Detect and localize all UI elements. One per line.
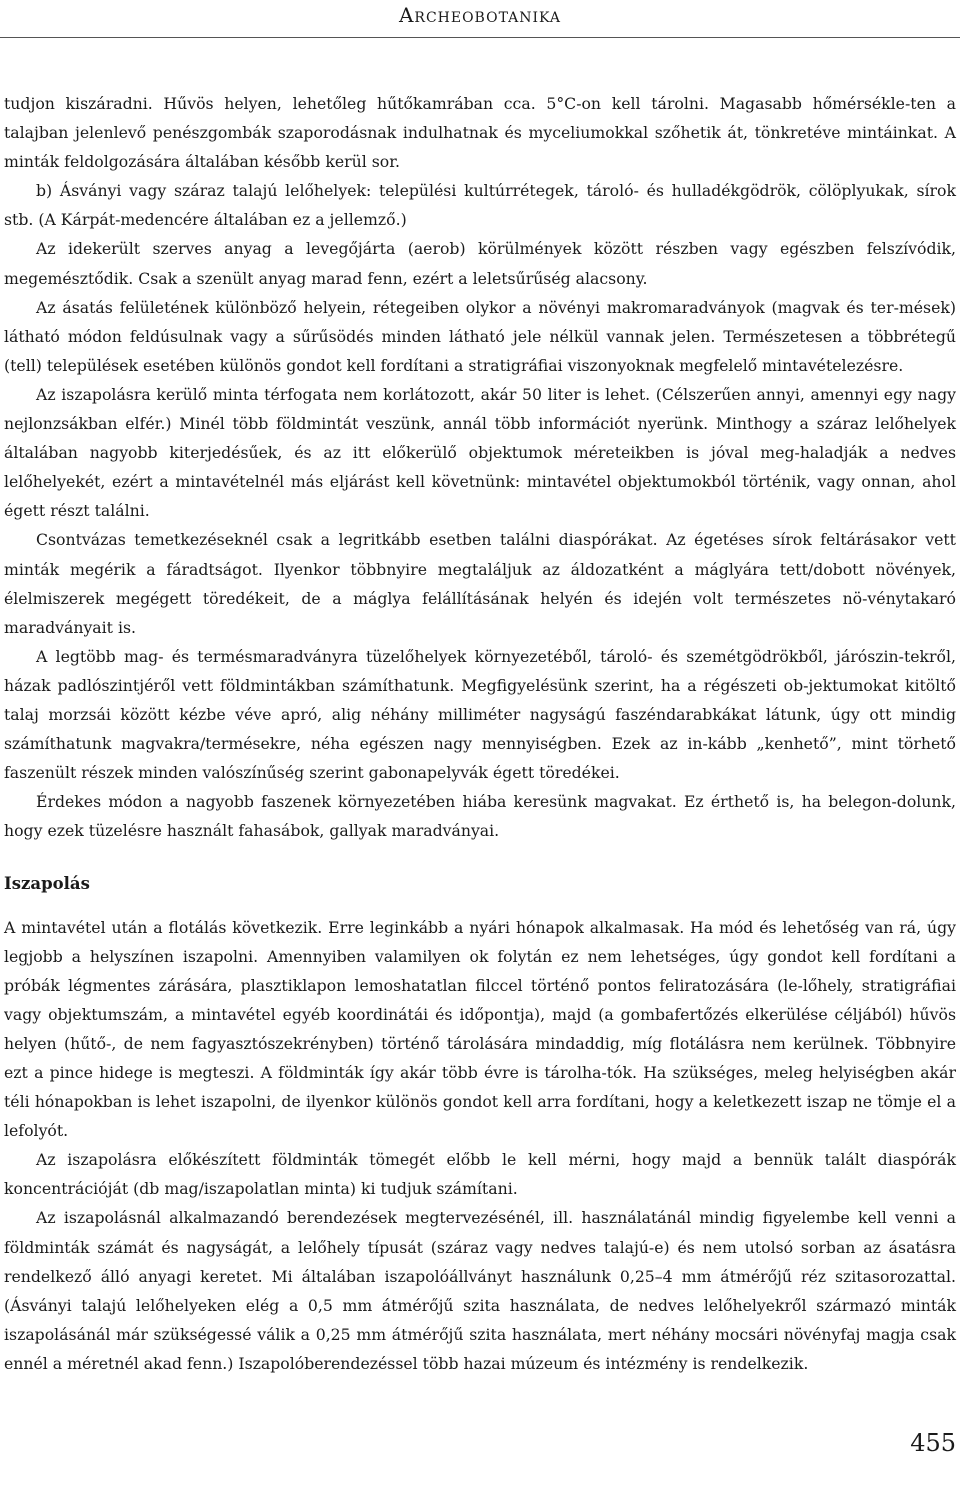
paragraph-charcoal: Érdekes módon a nagyobb faszenek környezetében hiába keresünk magvakat. Ez érthető is, ha belegon-dolunk, hogy ezek tüzelésre használt fahasábok, gallyak maradványai. xyxy=(4,792,956,841)
header-rule xyxy=(0,37,960,38)
article-body xyxy=(4,89,956,1378)
paragraph-weighing: Az iszapolásra előkészített földminták tömegét előbb le kell mérni, hogy majd a bennük talált diaspórák koncentrációját (db mag/iszapolatlan minta) ki tudjuk számítani. xyxy=(4,1150,956,1199)
page-number: 455 xyxy=(910,1429,956,1457)
paragraph-mineral-sites: b) Ásványi vagy száraz talajú lelőhelyek: települési kultúrrétegek, tároló- és hulladékgödrök, cölöplyukak, sírok stb. (A Kárpát-medencére általában ez a jellemző.) xyxy=(4,181,956,230)
paragraph-seed-remains: A legtöbb mag- és termésmaradványra tüzelőhelyek környezetéből, tároló- és szemétgödrökből, járószin-tekről, házak padlószintjéről vett földmintákban számíthatunk. Megfigyelésünk szerint, ha a régészeti ob-jektumokat kitöltő talaj morzsái között kézbe véve apró, alig néhány milliméter nagyságú faszéndarabkákat látunk, úgy ott mindig számíthatunk magvakra/termésekre, néha egészen nagy mennyiségben. Ezek az in-kább „kenhető”, mint törhető faszenült részek minden valószínűség szerint gabonapelyvák égett töredékei. xyxy=(4,646,956,783)
paragraph-equipment: Az iszapolásnál alkalmazandó berendezések megtervezésénél, ill. használatánál mindig figyelembe kell venni a földminták számát és nagyságát, a lelőhely típusát (száraz vagy nedves talajú-e) és nem utolsó sorban az ásatásra rendelkező álló anyagi keretet. Mi általában iszapolóállványt használunk 0,25–4 mm átmérőjű réz szitasorozattal. (Ásványi talajú lelőhelyeken elég a 0,5 mm átmérőjű szita használata, de nedves lelőhelyekről származó minták iszapolásánál már szükségessé válik a 0,25 mm átmérőjű szita használata, mert néhány mocsári növényfaj magja csak ennél a méretnél akad fenn.) Iszapolóberendezéssel több hazai múzeum és intézmény is rendelkezik. xyxy=(4,1208,956,1373)
paragraph-continuation: tudjon kiszáradni. Hűvös helyen, lehetőleg hűtőkamrában cca. 5°C-on kell tárolni. Magasabb hőmérsékle-ten a talajban jelenlevő penészgombák szaporodásnak indulhatnak és myceliumokkal szőhetik át, tönkretéve mintáinkat. A minták feldolgozására általában később kerül sor. xyxy=(4,94,956,172)
paragraph-flotation: A mintavétel után a flotálás következik. Erre leginkább a nyári hónapok alkalmasak. Ha mód és lehetőség van rá, úgy legjobb a helyszínen iszapolni. Amennyiben valamilyen ok folytán ez nem lehetséges, úgy gondot kell fordítani a próbák légmentes zárására, plasztiklapon lemoshatatlan filccel történő pontos feliratozására (le-lőhely, stratigráfiai vagy objektumszám, a mintavétel egyéb koordinátái és időpontja), majd (a gombafertőzés elkerülése céljából) hűvös helyen (hűtő-, de nem fagyasztószekrényben) történő tárolására mindaddig, míg flotálásra nem kerülnek. Többnyire ezt a pince hidege is megteszi. A földminták így akár több évre is tárolha-tók. Ha szükséges, meleg helyiségben akár téli hónapokban is lehet iszapolni, de ilyenkor különös gondot kell arra fordítani, hogy a keletkezett iszap ne tömje el a lefolyót. xyxy=(4,917,956,1141)
paragraph-burials: Csontvázas temetkezéseknél csak a legritkább esetben találni diaspórákat. Az égetéses sírok feltárásakor vett minták megérik a fáradtságot. Ilyenkor többnyire megtaláljuk az áldozatként a máglyára tett/dobott növények, élelmiszerek megégett töredékeit, de a máglya felállításának helyén és idején volt természetes nö-vénytakaró maradványait is. xyxy=(4,530,956,637)
paragraph-excavation-surface: Az ásatás felületének különböző helyein, rétegeiben olykor a növényi makromaradványok (magvak és ter-mések) látható módon feldúsulnak vagy a sűrűsödés minden látható jele nélkül vannak jelen. Természetesen a többrétegű (tell) települések esetében különös gondot kell fordítani a stratigráfiai viszonyoknak megfelelő mintavételezésre. xyxy=(4,297,956,375)
paragraph-sample-volume: Az iszapolásra kerülő minta térfogata nem korlátozott, akár 50 liter is lehet. (Célszerűen annyi, amennyi egy nagy nejlonzsákban elfér.) Minél több földmintát veszünk, annál több információt nyerünk. Minthogy a száraz lelőhelyek általában nagyobb kiterjedésűek, és az itt előkerülő objektumok méreteikben is jóval meg-haladják a nedves lelőhelyekét, ezért a mintavételnél más eljárást kell követnünk: mintavétel objektumokból történik, vagy onnan, ahol égett részt találni. xyxy=(4,384,956,521)
section-heading: Iszapolás xyxy=(4,874,90,894)
paragraph-aerob: Az idekerült szerves anyag a levegőjárta (aerob) körülmények között részben vagy egészben felszívódik, megemésztődik. Csak a szenült anyag marad fenn, ezért a leletsűrűség alacsony. xyxy=(4,239,956,288)
running-head: Archeobotanika xyxy=(398,3,562,27)
